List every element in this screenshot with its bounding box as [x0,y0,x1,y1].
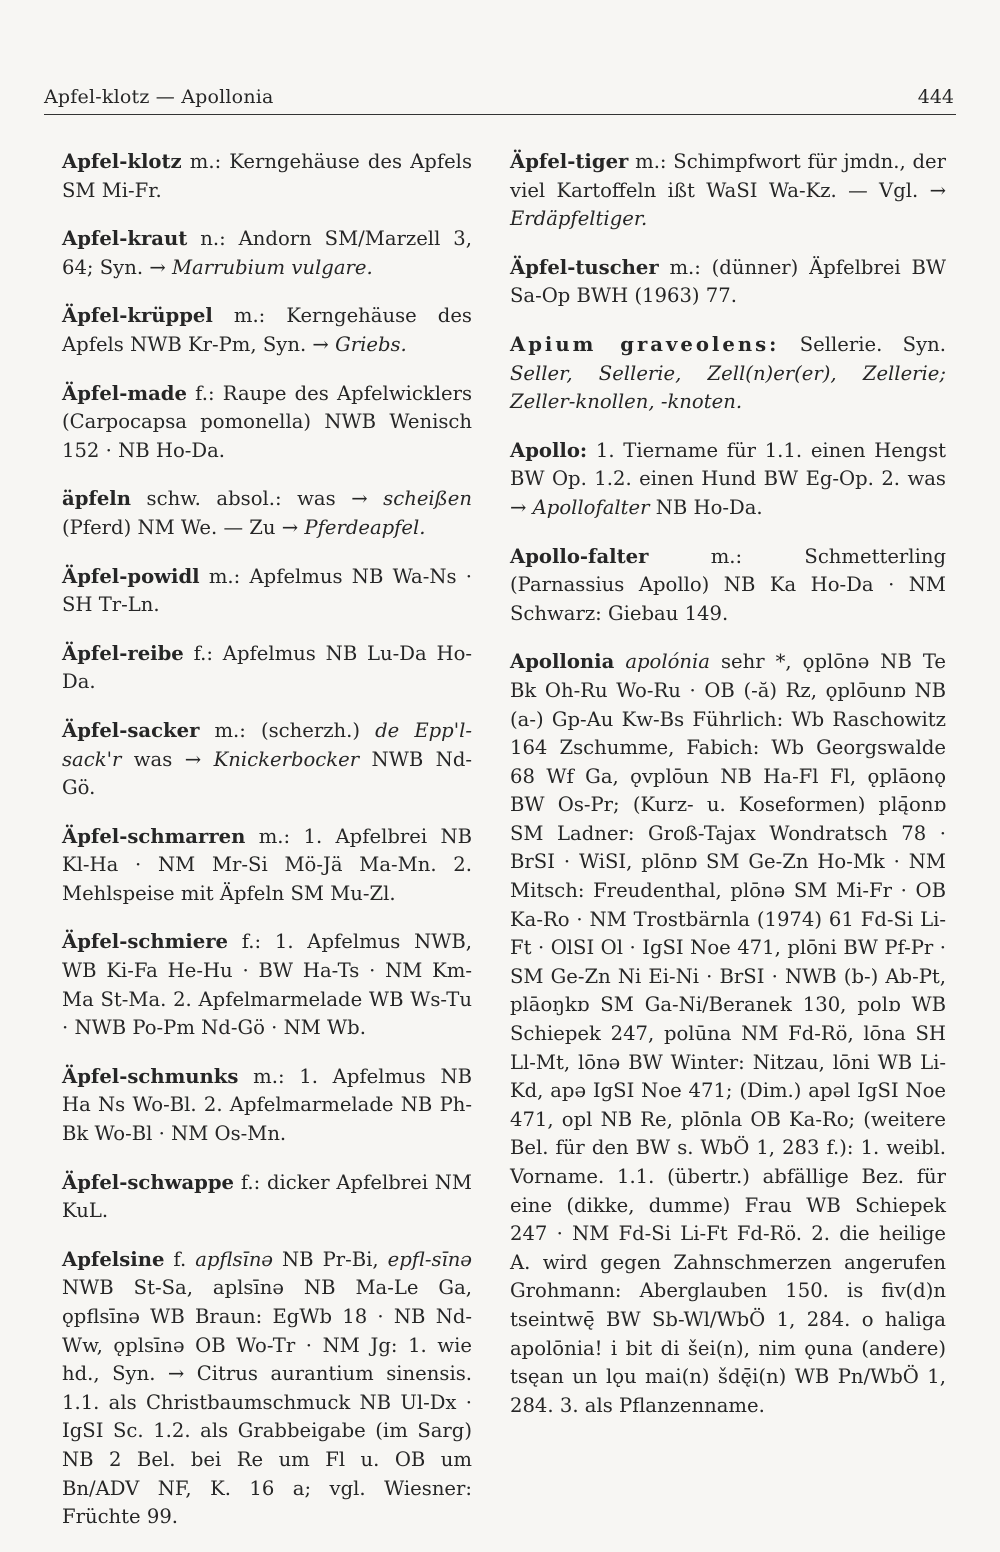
running-header [44,86,956,115]
entry-aepfel-powidl: Äpfel-powidl m.: Apfelmus NB Wa-Ns · SH Tr-Ln. [62,564,472,617]
entry-aepfel-tuscher: Äpfel-tuscher m.: (dünner) Äpfelbrei BW Sa-Op BWH (1963) 77. [510,255,946,308]
entry-apfel-kraut: Apfel-kraut n.: Andorn SM/Marzell 3, 64; Syn. → Marrubium vulgare. [62,227,472,279]
entry-aepfel-schmiere: Äpfel-schmiere f.: 1. Apfelmus NWB, WB Ki-Fa He-Hu · BW Ha-Ts · NM Km-Ma St-Ma. 2. Apfelmarmelade WB Ws-Tu · NWB Po-Pm Nd-Gö · NM Wb. [62,930,472,1040]
entry-aepfel-made: Äpfel-made f.: Raupe des Apfelwicklers (Carpocapsa pomonella) NWB Wenisch 152 · NB Ho-Da. [62,381,472,462]
entry-aepfel-schmunks: Äpfel-schmunks m.: 1. Apfelmus NB Ha Ns Wo-Bl. 2. Apfelmarmelade NB Ph-Bk Wo-Bl · NM Os-Mn. [62,1064,472,1146]
entry-apfelsine: Apfelsine f. apflsīnə NB Pr-Bi, epfl-sīnə NWB St-Sa, aplsīnə NB Ma-Le Ga, ǫpflsīnə WB Braun: EgWb 18 · NB Nd-Ww, ǫplsīnə OB Wo-Tr · NM Jg: 1. wie hd., Syn. → Citrus aurantium sinensis. 1.1. als Christbaumschmuck NB Ul-Dx · IgSI Sc. 1.2. als Grabbeigabe (im Sarg) NB 2 Bel. bei Re um Fl u. OB um Bn/ADV NF, K. 16 a; vgl. Wiesner: Früchte 99. [62,1247,472,1529]
entry-apollo: Apollo: 1. Tiername für 1.1. einen Hengst BW Op. 1.2. einen Hund BW Eg-Op. 2. was → Apollofalter NB Ho-Da. [510,438,946,519]
entry-aepfel-reibe: Äpfel-reibe f.: Apfelmus NB Lu-Da Ho-Da. [62,641,472,694]
entry-aepfel-schmarren: Äpfel-schmarren m.: 1. Apfelbrei NB Kl-Ha · NM Mr-Si Mö-Jä Ma-Mn. 2. Mehlspeise mit Äpfeln SM Mu-Zl. [62,824,472,905]
entry-aepfel-krueppel: Äpfel-krüppel m.: Kerngehäuse des Apfels NWB Kr-Pm, Syn. → Griebs. [62,304,472,356]
entry-apollonia: Apollonia apolónia sehr *, ǫplōnə NB Te Bk Oh-Ru Wo-Ru · OB (-ă) Rz, ǫplōunɒ NB (a-) Gp-Au Kw-Bs Führlich: Wb Raschowitz 164 Zschumme, Fabich: Wb Georgswalde 68 Wf Ga, ǫvplōun NB Ha-Fl Fl, ǫplāonǫ BW Os-Pr; (Kurz- u. Koseformen) plą̄onɒ SM Ladner: Groß-Tajax Wondratsch 78 · BrSI · WiSI, plōnɒ SM Ge-Zn Ho-Mk · NM Mitsch: Freudenthal, plōnə SM Mi-Fr · OB Ka-Ro · NM Trostbärnla (1974) 61 Fd-Si Li-Ft · OlSI Ol · IgSI Noe 471, plōni BW Pf-Pr · SM Ge-Zn Ni Ei-Ni · BrSI · NWB (b-) Ab-Pt, plāoŋkɒ SM Ga-Ni/Beranek 130, polɒ WB Schiepek 247, polūna NM Fd-Rö, lōna SH Ll-Mt, lōnə BW Winter: Nitzau, lōni WB Li-Kd, apə IgSI Noe 471; (Dim.) apəl IgSI Noe 471, opl NB Re, plōnla OB Ka-Ro; (weitere Bel. für den BW s. WbÖ 1, 283 f.): 1. weibl. Vorname. 1.1. (übertr.) abfällige Bez. für eine (dikke, dumme) Frau WB Schiepek 247 · NM Fd-Si Li-Ft Fd-Rö. 2. die heilige A. wird gegen Zahnschmerzen angerufen Grohmann: Aberglauben 150. is fiv(d)n tseintwę̄ BW Sb-Wl/WbÖ 1, 284. o haliga apolōnia! i bit di šei(n), nim ǫuna (andere) tsęan un lǫu mai(n) šdę̄i(n) WB Pn/WbÖ 1, 284. 3. als Pflanzenname. [510,650,946,1417]
entry-apium-graveolens: Apium graveolens: Sellerie. Syn. Seller, Sellerie, Zell(n)er(er), Zellerie; Zeller-knollen, -knoten. [510,332,946,414]
right-column [510,148,946,1440]
entry-aepfel-tiger: Äpfel-tiger m.: Schimpfwort für jmdn., der viel Kartoffeln ißt WaSI Wa-Kz. — Vgl. → Erdäpfeltiger. [510,150,946,231]
entry-aepfeln: äpfeln schw. absol.: was → scheißen (Pferd) NM We. — Zu → Pferdeapfel. [62,487,472,539]
page-number: 444 [917,86,954,108]
running-title: Apfel-klotz — Apollonia [44,86,274,108]
entry-aepfel-schwappe: Äpfel-schwappe f.: dicker Apfelbrei NM KuL. [62,1170,472,1223]
entry-aepfel-sacker: Äpfel-sacker m.: (scherzh.) de Epp'l-sack'r was → Knickerbocker NWB Nd-Gö. [62,718,473,800]
entry-apollo-falter: Apollo-falter m.: Schmetterling (Parnassius Apollo) NB Ka Ho-Da · NM Schwarz: Giebau 149. [510,544,946,625]
entry-apfel-klotz: Apfel-klotz m.: Kerngehäuse des Apfels SM Mi-Fr. [62,150,472,202]
left-column [62,148,472,1552]
